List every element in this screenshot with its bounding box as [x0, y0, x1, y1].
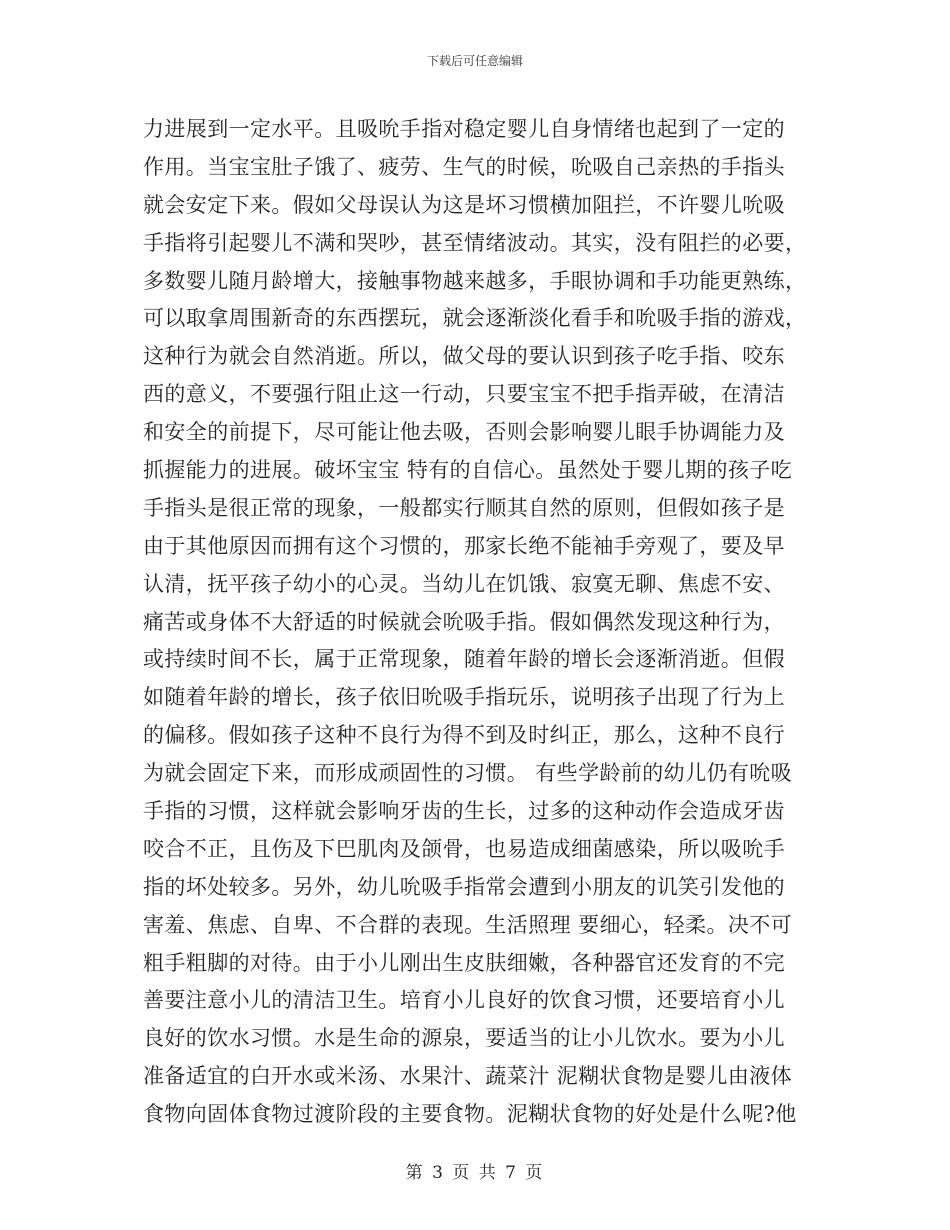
- text-line: 西的意义，不要强行阻止这一行动，只要宝宝不把手指弄破，在清洁: [143, 382, 785, 407]
- text-line: 多数婴儿随月龄增大，接触事物越来越多，手眼协调和手功能更熟练，: [143, 268, 807, 293]
- text-line: 认清，抚平孩子幼小的心灵。当幼儿在饥饿、寂寞无聊、焦虑不安、: [143, 571, 785, 596]
- body-text: [143, 111, 808, 1134]
- text-line: 准备适宜的白开水或米汤、水果汁、蔬菜汁 泥糊状食物是婴儿由液体: [143, 1064, 793, 1089]
- text-line: 可以取拿周围新奇的东西摆玩，就会逐渐淡化看手和吮吸手指的游戏，: [143, 306, 807, 331]
- text-line: 善要注意小儿的清洁卫生。培育小儿良好的饮食习惯，还要培育小儿: [143, 988, 785, 1013]
- text-line: 由于其他原因而拥有这个习惯的，那家长绝不能袖手旁观了，要及早: [143, 533, 785, 558]
- text-line: 痛苦或身体不大舒适的时候就会吮吸手指。假如偶然发现这种行为，: [143, 609, 785, 634]
- text-line: 手指将引起婴儿不满和哭吵，甚至情绪波动。其实，没有阻拦的必要，: [143, 230, 807, 255]
- text-line: 和安全的前提下，尽可能让他去吸，否则会影响婴儿眼手协调能力及: [143, 420, 785, 445]
- page-header: 下载后可任意编辑: [426, 54, 523, 68]
- text-line: 手指的习惯，这样就会影响牙齿的生长，过多的这种动作会造成牙齿: [143, 799, 785, 824]
- text-line: 这种行为就会自然消逝。所以，做父母的要认识到孩子吃手指、咬东: [143, 344, 785, 369]
- text-line: 的偏移。假如孩子这种不良行为得不到及时纠正，那么，这种不良行: [143, 723, 785, 748]
- text-line: 良好的饮水习惯。水是生命的源泉，要适当的让小儿饮水。要为小儿: [143, 1026, 785, 1051]
- text-line: 或持续时间不长，属于正常现象，随着年龄的增长会逐渐消逝。但假: [143, 647, 785, 672]
- text-line: 抓握能力的进展。破坏宝宝 特有的自信心。虽然处于婴儿期的孩子吃: [143, 458, 793, 483]
- page-footer: 第 3 页 共 7 页: [405, 1163, 545, 1183]
- text-line: 就会安定下来。假如父母误认为这是坏习惯横加阻拦，不许婴儿吮吸: [143, 192, 785, 217]
- text-line: 害羞、焦虑、自卑、不合群的表现。生活照理 要细心，轻柔。决不可: [143, 912, 793, 937]
- text-line: 咬合不正，且伤及下巴肌肉及颌骨，也易造成细菌感染，所以吸吮手: [143, 836, 785, 861]
- text-line: 指的坏处较多。另外，幼儿吮吸手指常会遭到小朋友的讥笑引发他的: [143, 874, 785, 899]
- text-line: 为就会固定下来，而形成顽固性的习惯。 有些学龄前的幼儿仍有吮吸: [143, 761, 793, 786]
- text-line: 粗手粗脚的对待。由于小儿刚出生皮肤细嫩，各种器官还发育的不完: [143, 950, 785, 975]
- text-line: 力进展到一定水平。且吸吮手指对稳定婴儿自身情绪也起到了一定的: [143, 117, 785, 141]
- text-line: 如随着年龄的增长，孩子依旧吮吸手指玩乐，说明孩子出现了行为上: [143, 685, 785, 710]
- text-line: 食物向固体食物过渡阶段的主要食物。泥糊状食物的好处是什么呢?他: [143, 1102, 797, 1127]
- text-line: 作用。当宝宝肚子饿了、疲劳、生气的时候，吮吸自己亲热的手指头: [143, 154, 785, 179]
- text-line: 手指头是很正常的现象，一般都实行顺其自然的原则，但假如孩子是: [143, 495, 785, 520]
